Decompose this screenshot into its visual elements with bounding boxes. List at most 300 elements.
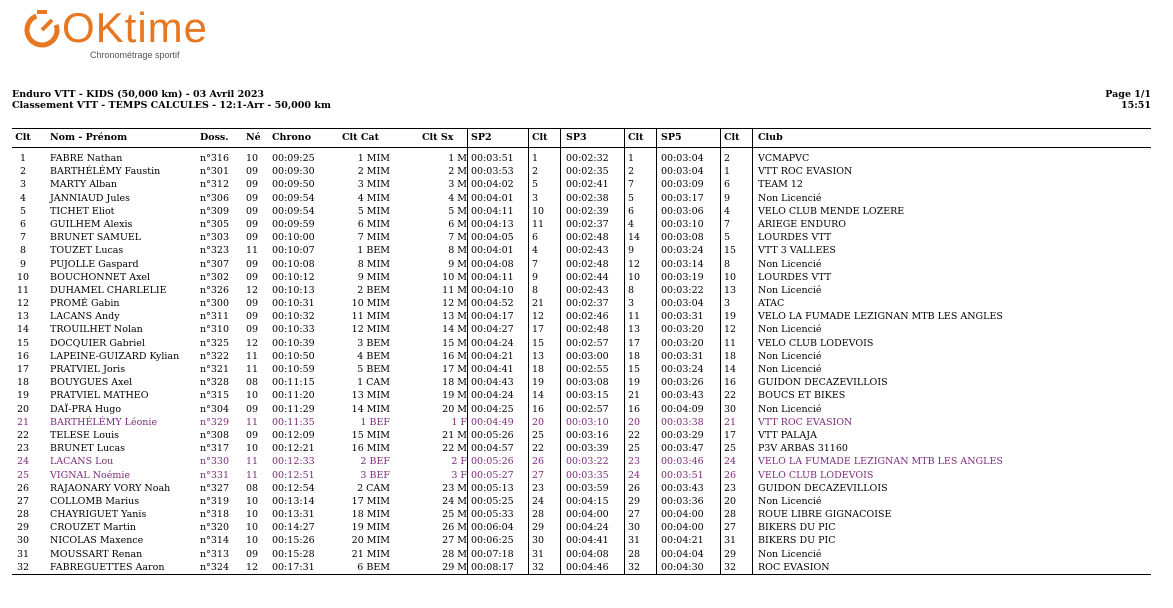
table-body xyxy=(12,148,1151,574)
birth-year: 10 xyxy=(246,522,259,534)
sp2-time: 00:04:11 xyxy=(471,271,514,283)
sp5-time: 00:03:22 xyxy=(661,284,704,296)
table-row xyxy=(12,508,1151,521)
chrono-time: 00:10:08 xyxy=(272,258,315,270)
birth-year: 12 xyxy=(246,561,259,573)
athlete-name: LAPEINE-GUIZARD Kylian xyxy=(50,350,180,362)
chrono-time: 00:12:09 xyxy=(272,429,315,441)
classification-title: Classement VTT - TEMPS CALCULES - 12:1-Arr - 50,000 km xyxy=(12,100,331,111)
column-separator xyxy=(560,128,561,575)
club-name: BIKERS DU PIC xyxy=(758,535,836,547)
athlete-name: NICOLAS Maxence xyxy=(50,535,144,547)
birth-year: 09 xyxy=(246,192,259,204)
sp2-time: 00:04:08 xyxy=(471,258,514,270)
col-club: Club xyxy=(758,132,783,143)
sp2-time: 00:05:26 xyxy=(471,456,514,468)
table-row xyxy=(12,495,1151,508)
logo-subtitle: Chronométrage sportif xyxy=(90,50,180,60)
rank: 10 xyxy=(16,271,30,283)
sp3-rank: 18 xyxy=(628,350,641,362)
athlete-name: BRUNET Lucas xyxy=(50,443,126,455)
sp2-rank: 4 xyxy=(532,245,539,257)
sp3-rank: 1 xyxy=(628,153,635,164)
club-name: VTT ROC EVASION xyxy=(758,166,853,178)
sp2-rank: 12 xyxy=(532,311,545,323)
report-header xyxy=(12,89,331,111)
category-rank: 4 BEM xyxy=(357,350,390,362)
birth-year: 09 xyxy=(246,179,259,191)
sp2-rank: 7 xyxy=(532,258,539,270)
bib-number: n°303 xyxy=(200,232,230,244)
chrono-time: 00:13:31 xyxy=(272,509,315,521)
club-name: VELO CLUB LODEVOIS xyxy=(758,337,874,349)
chrono-time: 00:13:14 xyxy=(272,495,315,507)
chrono-time: 00:11:35 xyxy=(272,416,315,428)
rank: 4 xyxy=(19,192,27,204)
sp3-time: 00:02:48 xyxy=(566,258,609,270)
rank: 14 xyxy=(16,324,30,336)
sp5-rank: 32 xyxy=(724,561,737,573)
bib-number: n°326 xyxy=(200,284,230,296)
sp3-time: 00:03:10 xyxy=(566,416,609,428)
bib-number: n°307 xyxy=(200,258,230,270)
sp3-rank: 20 xyxy=(628,416,641,428)
col-sp3: SP3 xyxy=(566,132,587,143)
sex-rank: 26 M xyxy=(442,522,467,534)
sp5-time: 00:03:43 xyxy=(661,482,704,494)
rank: 28 xyxy=(16,509,30,521)
rank: 18 xyxy=(16,377,30,389)
sp3-time: 00:02:43 xyxy=(566,284,609,296)
athlete-name: LACANS Andy xyxy=(50,311,120,323)
sp3-rank: 3 xyxy=(628,298,635,310)
sp2-rank: 2 xyxy=(532,166,539,178)
club-name: TEAM 12 xyxy=(758,179,803,191)
sp3-rank: 15 xyxy=(628,364,641,375)
stopwatch-logo-icon xyxy=(22,6,66,50)
sex-rank: 11 M xyxy=(442,284,467,296)
category-rank: 2 MIM xyxy=(357,166,390,178)
sex-rank: 14 M xyxy=(442,324,467,336)
col-clt-sp2: Clt xyxy=(532,132,548,143)
bib-number: n°306 xyxy=(200,192,230,204)
athlete-name: GUILHEM Alexis xyxy=(50,218,133,230)
sp3-rank: 31 xyxy=(628,535,641,547)
athlete-name: PRATVIEL MATHEO xyxy=(50,390,149,402)
sp5-time: 00:03:04 xyxy=(661,166,704,178)
rank: 9 xyxy=(19,258,27,270)
club-name: LOURDES VTT xyxy=(758,232,832,244)
sex-rank: 2 M xyxy=(448,166,467,178)
sex-rank: 16 M xyxy=(442,350,467,362)
sex-rank: 2 F xyxy=(451,456,467,468)
sp3-time: 00:03:08 xyxy=(566,377,609,389)
table-row xyxy=(12,376,1151,389)
sp2-time: 00:04:11 xyxy=(471,205,514,217)
sp3-time: 00:02:43 xyxy=(566,245,609,257)
chrono-time: 00:10:13 xyxy=(272,284,315,296)
bib-number: n°330 xyxy=(200,456,230,468)
sp3-time: 00:02:57 xyxy=(566,403,609,415)
sp3-rank: 19 xyxy=(628,377,641,389)
chrono-time: 00:15:28 xyxy=(272,548,315,560)
birth-year: 08 xyxy=(246,377,259,389)
table-row xyxy=(12,521,1151,534)
sp2-rank: 29 xyxy=(532,522,545,534)
category-rank: 2 BEF xyxy=(360,456,390,468)
sp3-time: 00:03:59 xyxy=(566,482,609,494)
sp2-rank: 28 xyxy=(532,509,545,521)
table-row xyxy=(12,337,1151,350)
rank: 15 xyxy=(16,337,30,349)
athlete-name: RAJAONARY VORY Noah xyxy=(50,482,171,494)
sp3-time: 00:02:37 xyxy=(566,218,609,230)
sp5-rank: 11 xyxy=(724,337,737,349)
table-row xyxy=(12,561,1151,574)
rank: 24 xyxy=(16,456,30,468)
club-name: Non Licencié xyxy=(758,364,822,375)
athlete-name: TELESE Louis xyxy=(50,429,120,441)
bib-number: n°305 xyxy=(200,218,230,230)
athlete-name: FABRE Nathan xyxy=(50,153,123,164)
chrono-time: 00:09:59 xyxy=(272,218,315,230)
sp3-time: 00:02:48 xyxy=(566,232,609,244)
sp2-time: 00:04:41 xyxy=(471,364,514,375)
sex-rank: 28 M xyxy=(442,548,467,560)
sp5-time: 00:03:10 xyxy=(661,218,704,230)
bib-number: n°300 xyxy=(200,298,230,310)
sp5-rank: 27 xyxy=(724,522,737,534)
club-name: ROC EVASION xyxy=(758,561,830,573)
club-name: Non Licencié xyxy=(758,495,822,507)
bib-number: n°313 xyxy=(200,548,230,560)
sp5-time: 00:03:04 xyxy=(661,298,704,310)
sp3-rank: 24 xyxy=(628,469,641,481)
birth-year: 09 xyxy=(246,258,259,270)
club-name: LOURDES VTT xyxy=(758,271,832,283)
print-time: 15:51 xyxy=(1121,100,1151,111)
bib-number: n°331 xyxy=(200,469,230,481)
athlete-name: JANNIAUD Jules xyxy=(50,192,131,204)
sp5-rank: 26 xyxy=(724,469,737,481)
sp2-rank: 32 xyxy=(532,561,545,573)
table-row xyxy=(12,416,1151,429)
birth-year: 09 xyxy=(246,271,259,283)
sp5-time: 00:03:06 xyxy=(661,205,704,217)
sp5-time: 00:03:51 xyxy=(661,469,704,481)
bib-number: n°329 xyxy=(200,416,230,428)
club-name: Non Licencié xyxy=(758,258,822,270)
sp2-time: 00:04:24 xyxy=(471,337,514,349)
category-rank: 21 MIM xyxy=(351,548,390,560)
bib-number: n°327 xyxy=(200,482,230,494)
sp2-rank: 30 xyxy=(532,535,545,547)
results-table xyxy=(12,128,1151,575)
athlete-name: COLLOMB Marius xyxy=(50,495,140,507)
athlete-name: TOUZET Lucas xyxy=(50,245,124,257)
birth-year: 11 xyxy=(246,245,259,257)
club-name: VCMAPVC xyxy=(758,153,810,164)
bib-number: n°312 xyxy=(200,179,230,191)
category-rank: 1 CAM xyxy=(357,377,390,389)
rank: 8 xyxy=(19,245,27,257)
sex-rank: 1 M xyxy=(448,153,467,164)
sp3-time: 00:03:00 xyxy=(566,350,609,362)
rank: 11 xyxy=(16,284,30,296)
birth-year: 10 xyxy=(246,443,259,455)
category-rank: 1 MIM xyxy=(357,153,390,164)
sp3-rank: 17 xyxy=(628,337,641,349)
sp5-rank: 15 xyxy=(724,245,737,257)
sp2-rank: 15 xyxy=(532,337,545,349)
sp2-time: 00:05:13 xyxy=(471,482,514,494)
sp3-rank: 9 xyxy=(628,245,635,257)
club-name: VTT ROC EVASION xyxy=(758,416,853,428)
category-rank: 11 MIM xyxy=(351,311,390,323)
table-row xyxy=(12,297,1151,310)
birth-year: 09 xyxy=(246,298,259,310)
sp2-time: 00:03:51 xyxy=(471,153,514,164)
sex-rank: 25 M xyxy=(442,509,467,521)
sp5-time: 00:03:20 xyxy=(661,324,704,336)
sp5-time: 00:03:08 xyxy=(661,232,704,244)
sp2-rank: 9 xyxy=(532,271,539,283)
oktime-logo xyxy=(22,4,222,64)
athlete-name: FABREGUETTES Aaron xyxy=(50,561,165,573)
sex-rank: 24 M xyxy=(442,495,467,507)
birth-year: 11 xyxy=(246,456,259,468)
bib-number: n°301 xyxy=(200,166,230,178)
sex-rank: 6 M xyxy=(448,218,467,230)
col-sp5: SP5 xyxy=(661,132,682,143)
birth-year: 09 xyxy=(246,232,259,244)
category-rank: 4 MIM xyxy=(357,192,390,204)
sp3-time: 00:04:08 xyxy=(566,548,609,560)
sp5-rank: 4 xyxy=(724,205,731,217)
chrono-time: 00:09:25 xyxy=(272,153,315,164)
sp2-time: 00:04:17 xyxy=(471,311,514,323)
birth-year: 09 xyxy=(246,218,259,230)
club-name: P3V ARBAS 31160 xyxy=(758,443,848,455)
sex-rank: 13 M xyxy=(442,311,467,323)
sp5-time: 00:04:09 xyxy=(661,403,704,415)
sp2-rank: 13 xyxy=(532,350,545,362)
bib-number: n°314 xyxy=(200,535,230,547)
sex-rank: 8 M xyxy=(448,245,467,257)
sp2-time: 00:04:13 xyxy=(471,218,514,230)
birth-year: 10 xyxy=(246,153,259,164)
sex-rank: 20 M xyxy=(442,403,467,415)
category-rank: 15 MIM xyxy=(351,429,390,441)
column-separator xyxy=(624,128,625,575)
table-row xyxy=(12,271,1151,284)
sp2-rank: 23 xyxy=(532,482,545,494)
sex-rank: 22 M xyxy=(442,443,467,455)
sp5-time: 00:03:31 xyxy=(661,311,704,323)
chrono-time: 00:09:54 xyxy=(272,192,315,204)
sp5-rank: 1 xyxy=(724,166,731,178)
col-doss: Doss. xyxy=(200,132,229,143)
sp3-rank: 29 xyxy=(628,495,641,507)
club-name: BIKERS DU PIC xyxy=(758,522,836,534)
sp3-time: 00:02:39 xyxy=(566,205,609,217)
category-rank: 17 MIM xyxy=(351,495,390,507)
sp2-time: 00:03:53 xyxy=(471,166,514,178)
category-rank: 20 MIM xyxy=(351,535,390,547)
table-row xyxy=(12,403,1151,416)
sp2-time: 00:05:25 xyxy=(471,495,514,507)
athlete-name: DOCQUIER Gabriel xyxy=(50,337,145,349)
club-name: VTT 3 VALLEES xyxy=(758,245,836,257)
bib-number: n°310 xyxy=(200,324,230,336)
sp3-rank: 25 xyxy=(628,443,641,455)
chrono-time: 00:15:26 xyxy=(272,535,315,547)
table-row xyxy=(12,389,1151,402)
sp3-time: 00:03:35 xyxy=(566,469,609,481)
sp2-rank: 25 xyxy=(532,429,545,441)
sp5-rank: 12 xyxy=(724,324,737,336)
club-name: ATAC xyxy=(758,298,785,310)
category-rank: 2 CAM xyxy=(357,482,390,494)
table-row xyxy=(12,284,1151,297)
col-clt-cat: Clt Cat xyxy=(342,132,379,143)
sp3-time: 00:03:22 xyxy=(566,456,609,468)
table-row xyxy=(12,165,1151,178)
sp2-time: 00:06:04 xyxy=(471,522,514,534)
club-name: VELO CLUB MENDE LOZERE xyxy=(758,205,905,217)
sp2-rank: 6 xyxy=(532,232,539,244)
chrono-time: 00:10:59 xyxy=(272,364,315,375)
athlete-name: MARTY Alban xyxy=(50,179,117,191)
sp3-rank: 16 xyxy=(628,403,641,415)
athlete-name: TROUILHET Nolan xyxy=(50,324,143,336)
sex-rank: 9 M xyxy=(448,258,467,270)
table-header xyxy=(12,128,1151,148)
sp2-rank: 8 xyxy=(532,284,539,296)
sp5-rank: 3 xyxy=(724,298,731,310)
athlete-name: DAÏ-PRA Hugo xyxy=(50,403,122,415)
sp3-rank: 14 xyxy=(628,232,641,244)
rank: 17 xyxy=(16,364,30,375)
category-rank: 13 MIM xyxy=(351,390,390,402)
athlete-name: MOUSSART Renan xyxy=(50,548,143,560)
table-row xyxy=(12,192,1151,205)
chrono-time: 00:12:54 xyxy=(272,482,315,494)
birth-year: 09 xyxy=(246,205,259,217)
birth-year: 10 xyxy=(246,509,259,521)
sp2-time: 00:04:25 xyxy=(471,403,514,415)
column-separator xyxy=(467,128,468,575)
sp3-rank: 12 xyxy=(628,258,641,270)
sp2-rank: 5 xyxy=(532,179,539,191)
sp5-rank: 9 xyxy=(724,192,731,204)
athlete-name: BOUCHONNET Axel xyxy=(50,271,151,283)
sp3-rank: 8 xyxy=(628,284,635,296)
sp5-rank: 31 xyxy=(724,535,737,547)
rank: 16 xyxy=(16,350,30,362)
club-name: Non Licencié xyxy=(758,350,822,362)
sp3-time: 00:04:15 xyxy=(566,495,609,507)
sp2-time: 00:06:25 xyxy=(471,535,514,547)
athlete-name: CHAYRIGUET Yanis xyxy=(50,509,147,521)
club-name: BOUCS ET BIKES xyxy=(758,390,846,402)
sp2-rank: 18 xyxy=(532,364,545,375)
chrono-time: 00:09:54 xyxy=(272,205,315,217)
sp5-rank: 30 xyxy=(724,403,737,415)
sp3-rank: 5 xyxy=(628,192,635,204)
category-rank: 5 MIM xyxy=(357,205,390,217)
sp2-time: 00:04:21 xyxy=(471,350,514,362)
sp5-rank: 20 xyxy=(724,495,737,507)
sp2-rank: 11 xyxy=(532,218,545,230)
bib-number: n°322 xyxy=(200,350,230,362)
table-bottom-rule xyxy=(12,574,1151,575)
sp2-rank: 1 xyxy=(532,153,539,164)
birth-year: 09 xyxy=(246,548,259,560)
sp2-rank: 31 xyxy=(532,548,545,560)
sex-rank: 5 M xyxy=(448,205,467,217)
category-rank: 6 BEM xyxy=(357,561,390,573)
sp3-rank: 13 xyxy=(628,324,641,336)
bib-number: n°320 xyxy=(200,522,230,534)
sp5-time: 00:03:36 xyxy=(661,495,704,507)
rank: 29 xyxy=(16,522,30,534)
table-row xyxy=(12,350,1151,363)
birth-year: 11 xyxy=(246,469,259,481)
sp3-rank: 26 xyxy=(628,482,641,494)
sex-rank: 10 M xyxy=(442,271,467,283)
sp5-time: 00:03:31 xyxy=(661,350,704,362)
sp2-rank: 16 xyxy=(532,403,545,415)
birth-year: 09 xyxy=(246,429,259,441)
sp5-time: 00:04:30 xyxy=(661,561,704,573)
club-name: Non Licencié xyxy=(758,548,822,560)
athlete-name: CROUZET Martin xyxy=(50,522,137,534)
column-separator xyxy=(752,128,753,575)
category-rank: 1 BEM xyxy=(357,245,390,257)
sp2-rank: 14 xyxy=(532,390,545,402)
sp5-time: 00:03:38 xyxy=(661,416,704,428)
sp2-rank: 10 xyxy=(532,205,545,217)
sp3-time: 00:02:46 xyxy=(566,311,609,323)
bib-number: n°309 xyxy=(200,205,230,217)
sp5-rank: 25 xyxy=(724,443,737,455)
category-rank: 7 MIM xyxy=(357,232,390,244)
chrono-time: 00:11:15 xyxy=(272,377,315,389)
sp5-rank: 8 xyxy=(724,258,731,270)
sp2-rank: 24 xyxy=(532,495,545,507)
sp3-rank: 11 xyxy=(628,311,641,323)
sp3-time: 00:02:48 xyxy=(566,324,609,336)
category-rank: 18 MIM xyxy=(351,509,390,521)
rank: 20 xyxy=(16,403,30,415)
page-info xyxy=(1105,89,1151,111)
page-number: Page 1/1 xyxy=(1105,89,1151,100)
col-clt-sx: Clt Sx xyxy=(422,132,454,143)
athlete-name: BRUNET SAMUEL xyxy=(50,232,142,244)
birth-year: 09 xyxy=(246,166,259,178)
sp5-time: 00:03:43 xyxy=(661,390,704,402)
sp5-rank: 2 xyxy=(724,153,731,164)
bib-number: n°325 xyxy=(200,337,230,349)
rank: 5 xyxy=(19,205,27,217)
sex-rank: 29 M xyxy=(442,561,467,573)
sp5-time: 00:03:14 xyxy=(661,258,704,270)
sp3-time: 00:04:41 xyxy=(566,535,609,547)
club-name: Non Licencié xyxy=(758,403,822,415)
sp5-time: 00:03:17 xyxy=(661,192,704,204)
sp2-time: 00:05:33 xyxy=(471,509,514,521)
